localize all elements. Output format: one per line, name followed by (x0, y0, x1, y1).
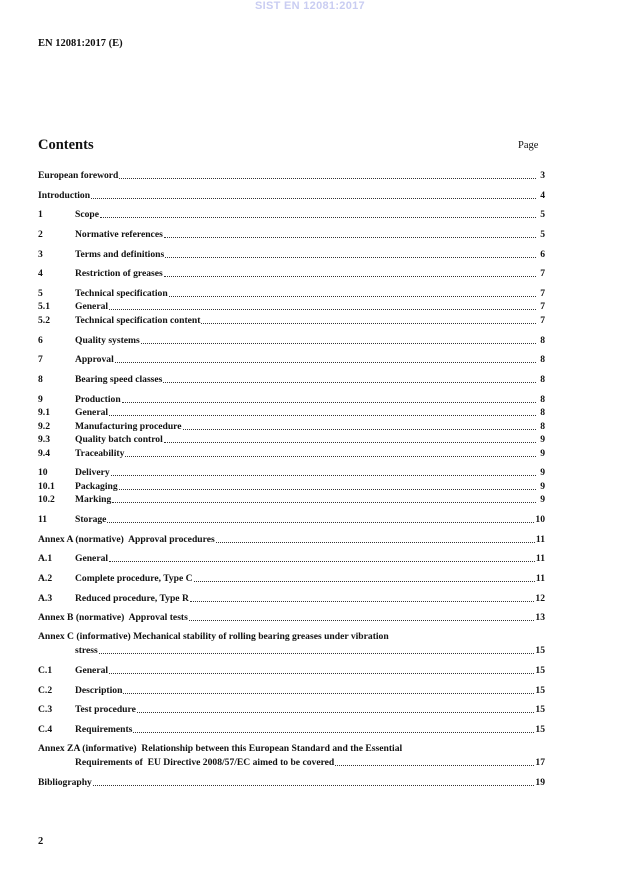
toc-entry-page: 8 (540, 394, 545, 405)
toc-entry-title: Bibliography (38, 777, 92, 788)
toc-entry-title: General (75, 553, 109, 564)
toc-entry-page: 15 (535, 724, 545, 735)
toc-entry-title: Test procedure (75, 704, 136, 715)
toc-entry-page: 5 (540, 209, 545, 220)
toc-entry[interactable] (38, 353, 545, 366)
toc-entry-page: 7 (540, 301, 545, 312)
toc-entry-page: 9 (540, 467, 545, 478)
toc-entry-page: 4 (540, 190, 545, 201)
toc-entry-page: 9 (540, 494, 545, 505)
toc-entry-page: 9 (540, 434, 545, 445)
toc-entry-title: Requirements (75, 724, 133, 735)
toc-entry[interactable] (38, 169, 545, 182)
toc-entry-title: Complete procedure, Type C (75, 573, 193, 584)
toc-entry-title: Reduced procedure, Type R (75, 593, 189, 604)
toc-entry[interactable] (38, 592, 545, 605)
toc-entry[interactable] (38, 493, 545, 506)
toc-entry-number: 1 (38, 209, 43, 220)
toc-entry-title: Storage (75, 514, 107, 525)
toc-entry-number: 9.4 (38, 448, 50, 459)
toc-entry[interactable] (75, 644, 545, 657)
toc-entry-page: 17 (535, 757, 545, 768)
toc-entry-title: General (75, 407, 109, 418)
toc-entry-page: 8 (540, 335, 545, 346)
toc-entry-page: 3 (540, 170, 545, 181)
page-column-label: Page (518, 140, 539, 151)
toc-entry-number: 11 (38, 514, 48, 525)
toc-entry-number: 8 (38, 374, 43, 385)
toc-entry[interactable] (38, 373, 545, 386)
toc-entry-page: 10 (535, 514, 545, 525)
toc-entry-page: 12 (535, 593, 545, 604)
toc-entry-title: Introduction (38, 190, 91, 201)
toc-entry[interactable] (38, 393, 545, 406)
toc-entry-title: Technical specification content (75, 315, 201, 326)
toc-entry-page: 7 (540, 288, 545, 299)
toc-entry[interactable] (38, 533, 545, 546)
toc-entry-title: Description (75, 685, 123, 696)
toc-entry-title: Requirements of EU Directive 2008/57/EC aimed to be covered (75, 757, 335, 768)
toc-entry-number: C.4 (38, 724, 53, 735)
toc-entry[interactable] (38, 228, 545, 241)
toc-entry-number: 2 (38, 229, 43, 240)
page-number: 2 (38, 836, 44, 847)
toc-entry[interactable] (38, 572, 545, 585)
toc-entry[interactable] (38, 267, 545, 280)
toc-entry[interactable] (38, 776, 545, 789)
toc-entry-title: Traceability (75, 448, 125, 459)
toc-entry-title: Quality systems (75, 335, 140, 346)
toc-entry[interactable] (38, 447, 545, 460)
toc-entry-number: A.1 (38, 553, 53, 564)
toc-entry-number: 7 (38, 354, 43, 365)
toc-entry[interactable] (38, 189, 545, 202)
toc-entry-title: General (75, 665, 109, 676)
toc-entry-number: 5 (38, 288, 43, 299)
toc-entry-page: 5 (540, 229, 545, 240)
toc-entry-page: 7 (540, 268, 545, 279)
toc-entry[interactable] (38, 664, 545, 677)
toc-entry[interactable] (38, 466, 545, 479)
toc-entry[interactable] (38, 248, 545, 261)
toc-entry-title: General (75, 301, 109, 312)
toc-entry-page: 15 (535, 645, 545, 656)
toc-entry-heading-line[interactable]: Annex C (informative) Mechanical stability of rolling bearing greases under vibration (38, 631, 389, 642)
toc-entry[interactable] (38, 314, 545, 327)
toc-entry-number: C.3 (38, 704, 53, 715)
toc-entry[interactable] (75, 756, 545, 769)
toc-entry[interactable] (38, 208, 545, 221)
toc-entry-title: Marking (75, 494, 112, 505)
contents-title: Contents (38, 137, 94, 153)
toc-entry-title: Approval (75, 354, 114, 365)
toc-entry-number: 9 (38, 394, 43, 405)
toc-entry-number: A.3 (38, 593, 53, 604)
toc-entry-number: 5.2 (38, 315, 50, 326)
toc-entry[interactable] (38, 513, 545, 526)
toc-entry-page: 7 (540, 315, 545, 326)
toc-entry-page: 15 (535, 704, 545, 715)
toc-entry[interactable] (38, 334, 545, 347)
toc-entry-number: 4 (38, 268, 43, 279)
toc-entry[interactable] (38, 300, 545, 313)
toc-entry-title: Packaging (75, 481, 118, 492)
toc-entry[interactable] (38, 433, 545, 446)
toc-entry-page: 8 (540, 407, 545, 418)
toc-entry-number: C.1 (38, 665, 53, 676)
toc-entry-page: 11 (535, 553, 545, 564)
toc-entry-page: 13 (535, 612, 545, 623)
toc-entry[interactable] (38, 480, 545, 493)
toc-entry[interactable] (38, 420, 545, 433)
toc-entry-title: Annex B (normative) Approval tests (38, 612, 188, 623)
toc-entry-page: 9 (540, 481, 545, 492)
toc-entry-heading-line[interactable]: Annex ZA (informative) Relationship between this European Standard and the Essential (38, 743, 403, 754)
toc-entry-number: 10 (38, 467, 48, 478)
toc-entry-number: C.2 (38, 685, 53, 696)
document-id: EN 12081:2017 (E) (38, 38, 123, 49)
toc-entry[interactable] (38, 287, 545, 300)
toc-entry-title: Scope (75, 209, 99, 220)
toc-entry-number: 5.1 (38, 301, 50, 312)
toc-entry-number: A.2 (38, 573, 53, 584)
toc-entry[interactable] (38, 611, 545, 624)
toc-entry-title: Quality batch control (75, 434, 163, 445)
toc-entry-page: 8 (540, 374, 545, 385)
toc-entry-page: 8 (540, 421, 545, 432)
toc-entry-title: Technical specification (75, 288, 168, 299)
toc-entry-title: Restriction of greases (75, 268, 163, 279)
toc-entry[interactable] (38, 684, 545, 697)
toc-entry[interactable] (38, 703, 545, 716)
toc-entry-number: 6 (38, 335, 43, 346)
toc-entry-number: 10.1 (38, 481, 55, 492)
toc-entry-number: 9.2 (38, 421, 50, 432)
toc-entry-page: 11 (535, 534, 545, 545)
toc-entry[interactable] (38, 723, 545, 736)
toc-entry-title: Normative references (75, 229, 163, 240)
toc-entry-page: 8 (540, 354, 545, 365)
toc-entry-title: European foreword (38, 170, 119, 181)
toc-entry-title: stress (75, 645, 98, 656)
toc-entry-page: 15 (535, 685, 545, 696)
toc-entry-page: 11 (535, 573, 545, 584)
toc-entry-number: 10.2 (38, 494, 55, 505)
toc-entry-page: 6 (540, 249, 545, 260)
toc-entry-title: Production (75, 394, 121, 405)
toc-entry-number: 3 (38, 249, 43, 260)
toc-entry[interactable] (38, 552, 545, 565)
toc-entry-page: 19 (535, 777, 545, 788)
toc-entry-title: Delivery (75, 467, 110, 478)
toc-entry-page: 9 (540, 448, 545, 459)
toc-entry-page: 15 (535, 665, 545, 676)
toc-entry[interactable] (38, 406, 545, 419)
watermark: SIST EN 12081:2017 (255, 0, 365, 12)
toc-entry-title: Manufacturing procedure (75, 421, 182, 432)
toc-entry-number: 9.1 (38, 407, 50, 418)
toc-entry-title: Terms and definitions (75, 249, 165, 260)
toc-entry-title: Bearing speed classes (75, 374, 163, 385)
toc-entry-title: Annex A (normative) Approval procedures (38, 534, 215, 545)
toc-entry-number: 9.3 (38, 434, 50, 445)
